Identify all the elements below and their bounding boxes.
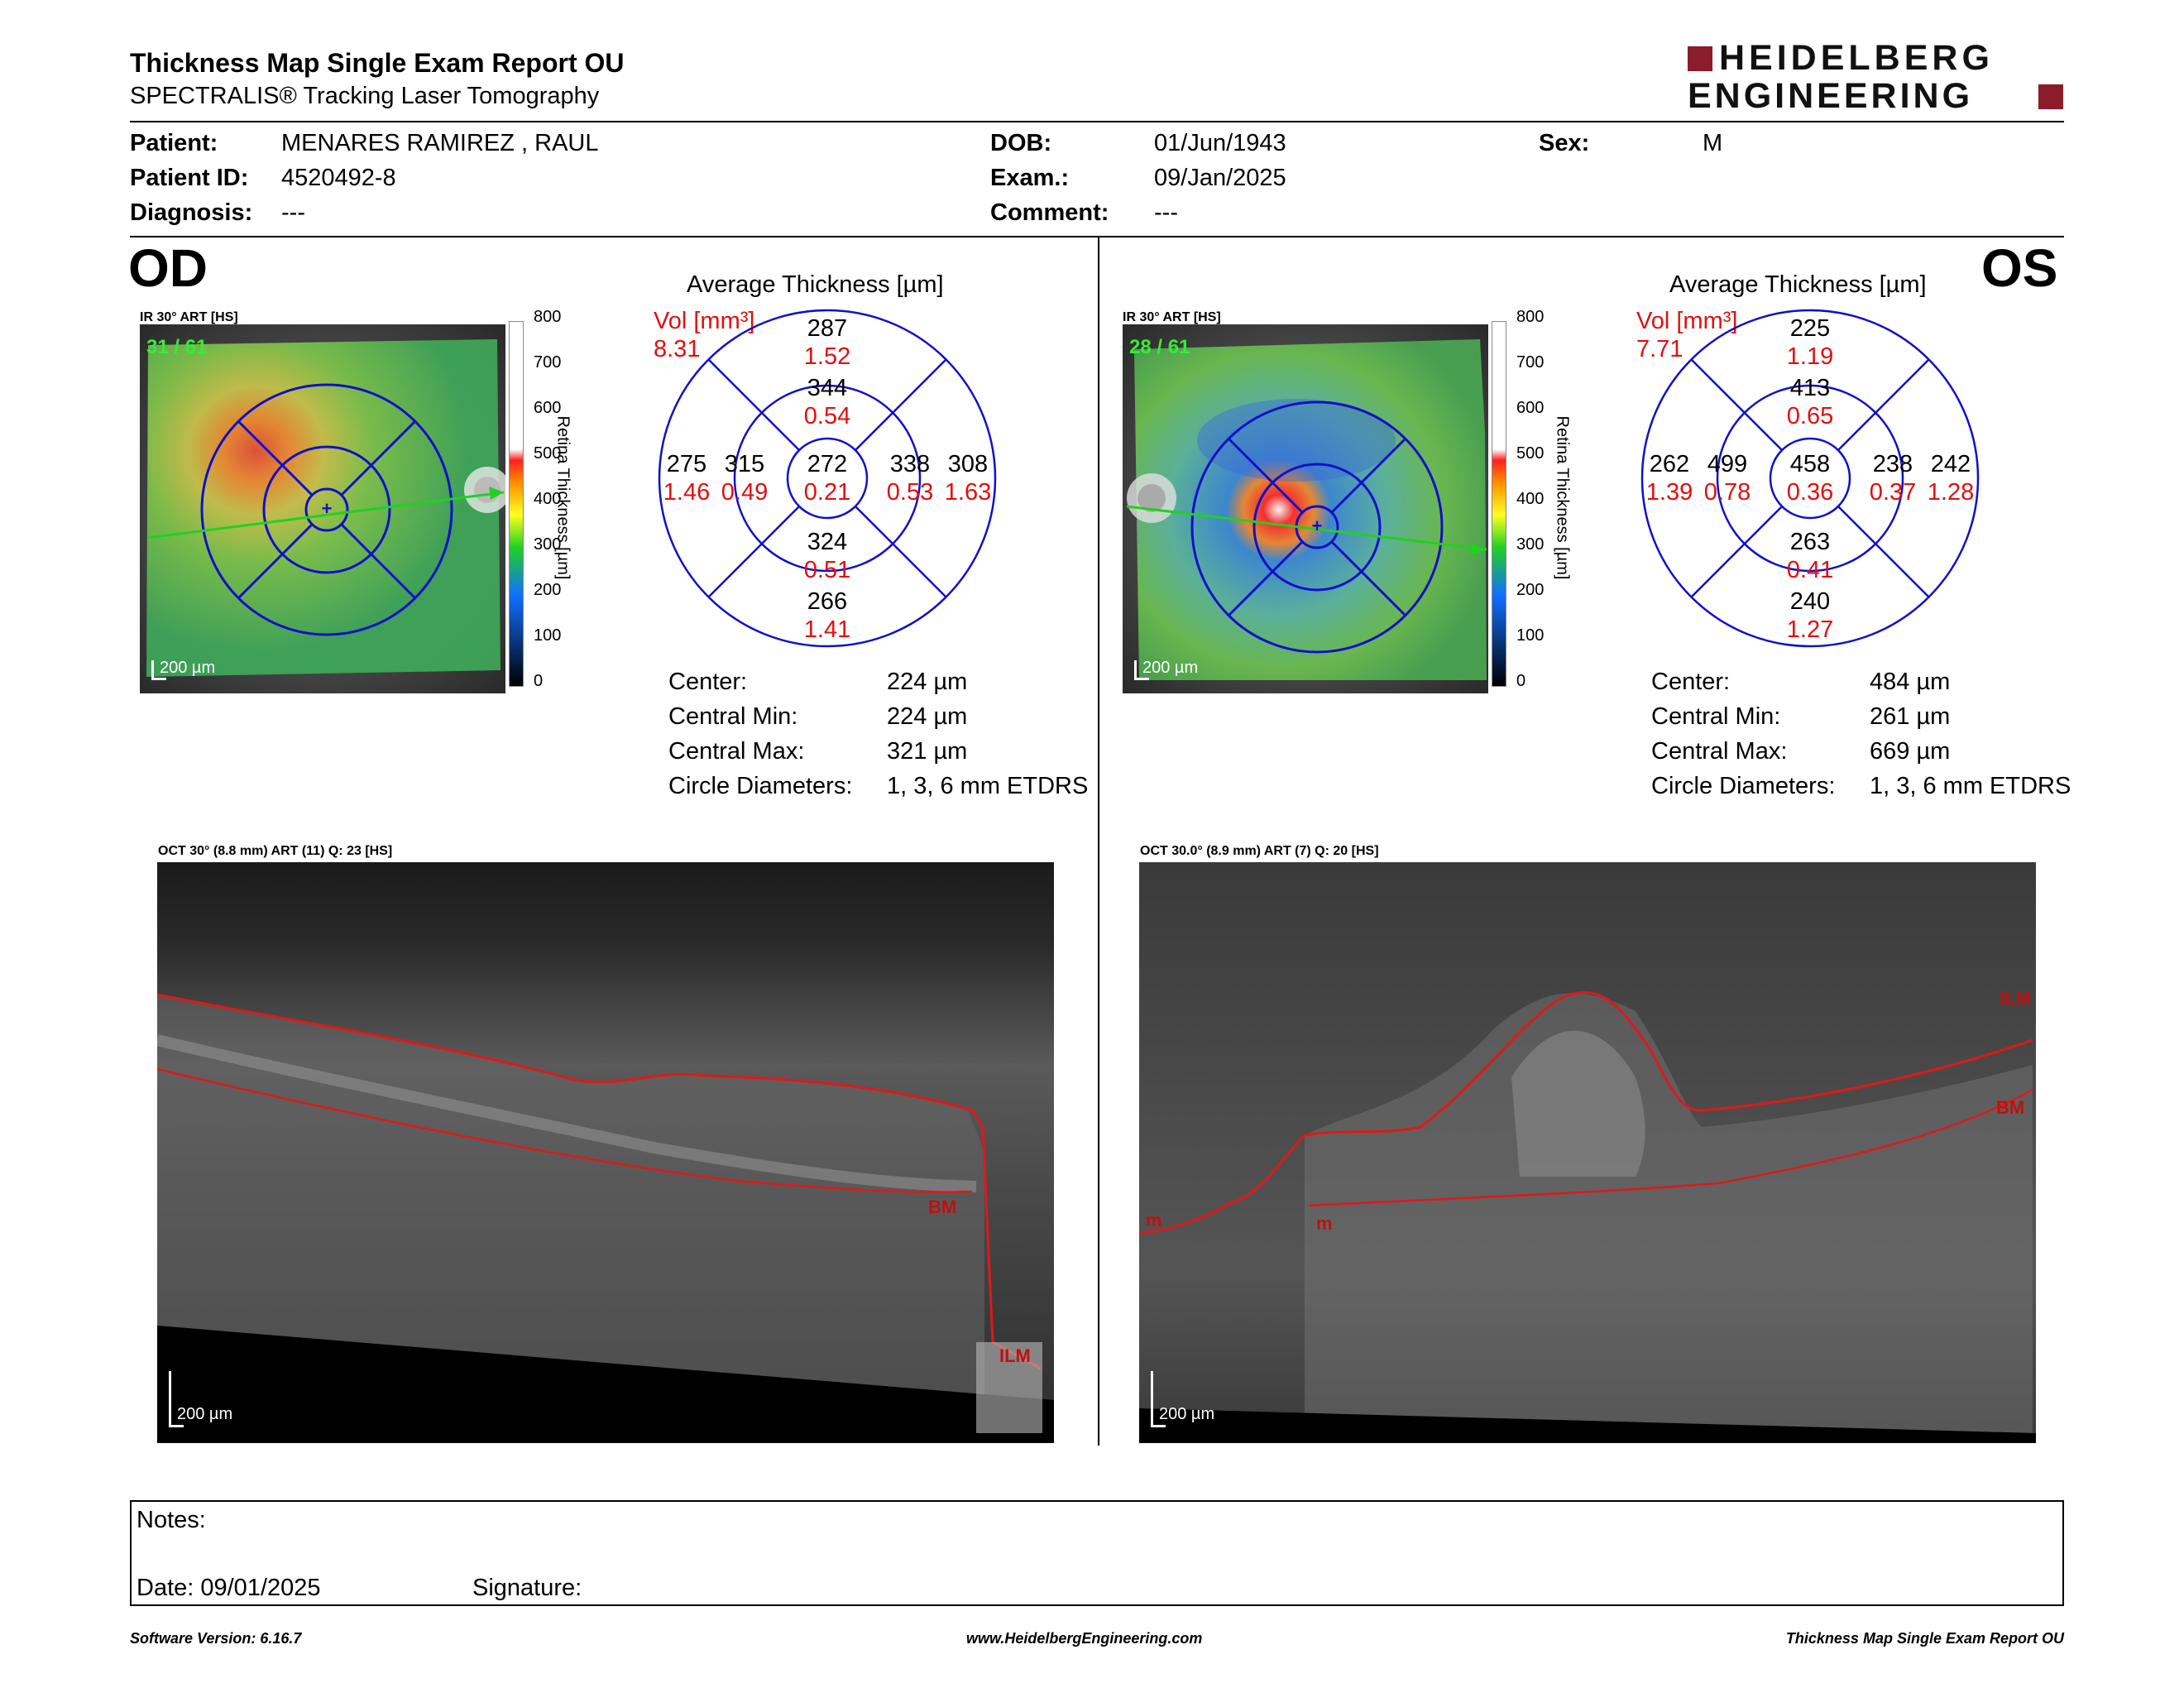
os-ir-label: IR 30° ART [HS] [1123, 310, 1221, 324]
od-sectors: 287 1.52 344 0.54 275 1.46 315 0.49 272 0.21 338 0.53 308 1.63 324 0.51 266 1.41 [663, 315, 992, 643]
os-oct-scalebar: 200 µm [1159, 1405, 1215, 1423]
od-frame-counter: 31 / 61 [146, 336, 208, 358]
heidelberg-logo [1688, 38, 2068, 117]
os-frame-counter: 28 / 61 [1129, 336, 1190, 358]
os-bm-label: BM [1996, 1097, 2025, 1118]
od-stats: Center: 224 µm Central Min: 224 µm Central Max: 321 µm Circle Diameters: 1, 3, 6 mm ETDRS [668, 669, 1089, 799]
od-avg-title: Average Thickness [µm] [687, 271, 944, 298]
od-color-scale [509, 321, 524, 687]
logo-line1: HEIDELBERG [1719, 38, 1994, 78]
footer-report-name: Thickness Map Single Exam Report OU [1785, 1630, 2064, 1647]
os-oct-label: OCT 30.0° (8.9 mm) ART (7) Q: 20 [HS] [1140, 844, 1379, 858]
os-m-label-left: m [1146, 1210, 1162, 1230]
od-ilm-label: ILM [999, 1345, 1031, 1366]
os-stats: Center: 484 µm Central Min: 261 µm Central Max: 669 µm Circle Diameters: 1, 3, 6 mm ETDRS [1651, 669, 2071, 799]
od-eye-label: OD [128, 238, 208, 298]
od-oct-label: OCT 30° (8.8 mm) ART (11) Q: 23 [HS] [158, 844, 393, 858]
dob-label: DOB: [990, 130, 1052, 156]
patient-value: MENARES RAMIREZ , RAUL [281, 130, 599, 156]
svg-text:+: + [1311, 516, 1323, 536]
header-divider [130, 121, 2064, 122]
os-thickness-map [1123, 324, 1488, 693]
patient-label: Patient: [130, 130, 218, 156]
od-map-scalebar: 200 µm [160, 659, 216, 677]
os-oct-scan [1139, 862, 2036, 1443]
exam-label: Exam.: [990, 165, 1070, 191]
patient-divider [130, 236, 2064, 237]
os-m-label-right: m [1316, 1213, 1333, 1234]
dob-value: 01/Jun/1943 [1154, 130, 1286, 156]
patient-id-value: 4520492-8 [281, 165, 396, 191]
os-scale-title: Retina Thickness [µm] [1553, 415, 1572, 580]
od-oct-scan [157, 862, 1054, 1443]
od-oct-scalebar: 200 µm [177, 1405, 233, 1423]
exam-value: 09/Jan/2025 [1154, 165, 1286, 191]
comment-value: --- [1154, 199, 1178, 226]
os-scale-ticks: 800 700 600 500 400 300 200 100 0 [1516, 308, 1545, 690]
notes-box[interactable] [130, 1500, 2064, 1606]
signature-label: Signature: [472, 1575, 582, 1601]
os-map-scalebar: 200 µm [1142, 659, 1199, 677]
logo-line2: ENGINEERING [1688, 76, 1974, 116]
os-vol-label: Vol [mm³] [1636, 308, 1738, 334]
sex-label: Sex: [1539, 130, 1590, 156]
os-sectors: 225 1.19 413 0.65 262 1.39 499 0.78 458 0.36 238 0.37 242 1.28 263 0.41 240 1.27 [1645, 315, 1975, 643]
od-vol-label: Vol [mm³] [654, 308, 755, 334]
center-divider [1098, 237, 1099, 1446]
os-eye-label: OS [1981, 238, 2058, 298]
od-ir-label: IR 30° ART [HS] [140, 310, 238, 324]
od-scale-ticks: 800 700 600 500 400 300 200 100 0 [534, 308, 562, 690]
notes-label: Notes: [136, 1507, 206, 1533]
od-thickness-map [140, 324, 505, 693]
report-subtitle: SPECTRALIS® Tracking Laser Tomography [130, 83, 600, 109]
website-link[interactable]: www.HeidelbergEngineering.com [966, 1630, 1203, 1647]
os-ilm-label: ILM [2000, 988, 2031, 1009]
os-vol-value: 7.71 [1636, 336, 1684, 362]
report-title: Thickness Map Single Exam Report OU [130, 48, 625, 78]
diagnosis-value: --- [281, 199, 305, 226]
diagnosis-label: Diagnosis: [130, 199, 253, 226]
os-avg-title: Average Thickness [µm] [1669, 271, 1927, 298]
date-label: Date: 09/01/2025 [136, 1575, 321, 1601]
os-color-scale [1492, 321, 1506, 687]
sex-value: M [1703, 130, 1723, 156]
patient-id-label: Patient ID: [130, 165, 249, 191]
comment-label: Comment: [990, 199, 1109, 226]
od-bm-label: BM [928, 1196, 957, 1217]
software-version: Software Version: 6.16.7 [130, 1630, 302, 1647]
od-scale-title: Retina Thickness [µm] [553, 415, 572, 580]
svg-text:+: + [321, 498, 333, 519]
od-vol-value: 8.31 [654, 336, 701, 362]
